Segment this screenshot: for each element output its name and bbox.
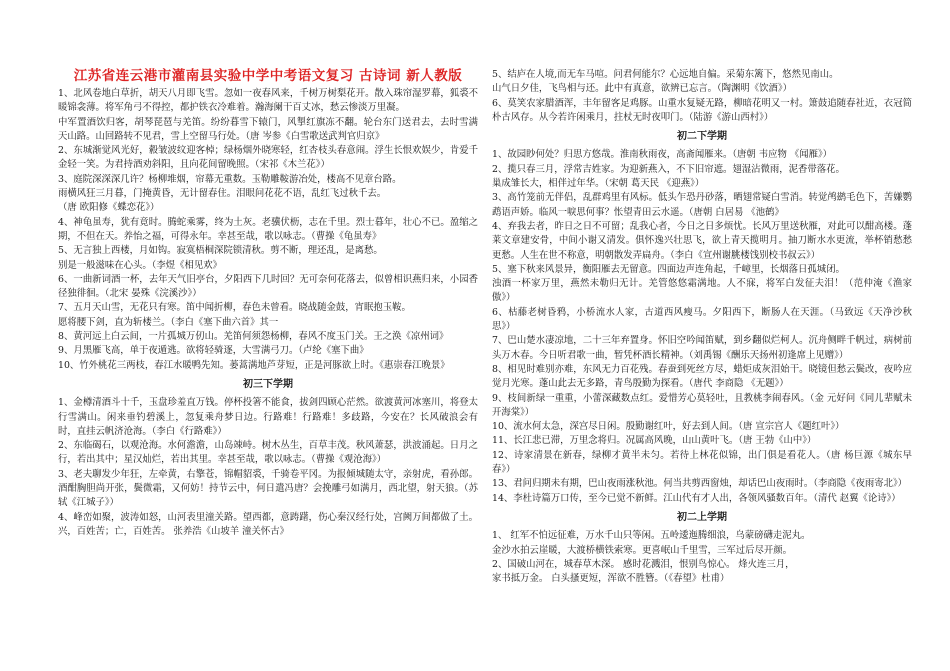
- poem-paragraph: 1、北风卷地白草折，胡天八月即飞雪。忽如一夜春风来，千树万树梨花开。散入珠帘湿罗幕，狐裘不暖锦衾薄。将军角弓不得控，都护铁衣冷难着。瀚海阑干百丈冰，愁云惨淡万里凝。: [58, 88, 478, 114]
- poem-paragraph: 8、黄河远上白云间，一片孤城万仞山。羌笛何须怨杨柳，春风不度玉门关。王之涣《凉州词》: [58, 331, 449, 343]
- left-column: [58, 68, 478, 539]
- poem-paragraph: 1、故园眇何处？归思方悠哉。淮南秋雨夜，高斋闻雁来。（唐朝 韦应物 《闻雁》）: [492, 149, 833, 161]
- poem-paragraph: （唐 欧阳修《蝶恋花》）: [58, 202, 160, 214]
- poem-paragraph: 5、塞下秋来风景异，衡阳雁去无留意。四面边声连角起，千嶂里，长烟落日孤城闭。: [492, 263, 845, 275]
- section-heading: 初二下学期: [677, 131, 727, 143]
- poem-paragraph: 3、庭院深深深几许？杨柳堆烟，帘幕无重数。玉勒雕鞍游冶处，楼高不见章台路。: [58, 173, 402, 185]
- poem-paragraph: 雨横风狂三月暮，门掩黄昏，无计留春住。泪眼问花花不语，乱红飞过秋千去。: [58, 188, 387, 200]
- poem-paragraph: 中军置酒饮归客，胡琴琵琶与羌笛。纷纷暮雪下辕门，风掣红旗冻不翻。轮台东门送君去，去时雪满天山路。山回路转不见君，雪上空留马行处。（唐 岑参《白雪歌送武判官归京》: [58, 116, 478, 142]
- poem-paragraph: 3、老夫聊发少年狂，左牵黄，右擎苍，锦帽貂裘，千骑卷平冈。为报倾城随太守，亲射虎，看孙郎。酒酣胸胆尚开张，鬓微霜，又何妨！持节云中，何日遣冯唐？会挽雕弓如满月，西北望，射天狼。（苏轼《江城子》）: [58, 468, 478, 509]
- poem-paragraph: 11、长江悲已滞，万里念将归。况属高风晚，山山黄叶飞。（唐 王勃《山中》）: [492, 435, 817, 447]
- poem-paragraph: 10、竹外桃花三两枝，春江水暖鸭先知。蒌蒿满地芦芽短，正是河豚欲上时。《惠崇春江晚景》: [58, 359, 450, 371]
- poem-paragraph: 13、君问归期未有期，巴山夜雨涨秋池。何当共剪西窗烛，却话巴山夜雨时。（李商隐《夜雨寄北》）: [492, 478, 908, 490]
- poem-paragraph: 12、诗家清景在新春，绿柳才黄半未匀。若待上林花似锦，出门俱是看花人。（唐 杨巨源《城东早春》）: [492, 449, 912, 476]
- poem-paragraph: 9、枝间新绿一重重，小蕾深藏数点红。爱惜芳心莫轻吐，且教桃李闹春风。（金 元好问《同儿辈赋未开海棠》）: [492, 392, 912, 418]
- poem-paragraph: 9、月黑雁飞高，单于夜遁逃。欲将轻骑逐，大雪满弓刀。（卢纶《塞下曲》: [58, 345, 369, 357]
- poem-paragraph: 2、东临碣石，以观沧海。水何澹澹，山岛竦峙。树木丛生，百草丰茂。秋风萧瑟，洪波涌起。日月之行，若出其中；星汉灿烂，若出其里。幸甚至哉，歌以咏志。（曹操《观沧海》）: [58, 440, 478, 466]
- section-heading: 初三下学期: [243, 378, 293, 390]
- poem-paragraph: 1、金樽清酒斗十千，玉盘珍羞直万钱。停杯投箸不能食，拔剑四顾心茫然。欲渡黄河冰塞川，将登太行雪满山。闲来垂钓碧溪上，忽复乘舟梦日边。行路难！行路难！多歧路，今安在？长风破浪会有时，直挂云帆济沧海。（李白《行路难》）: [58, 397, 478, 437]
- document-title: 江苏省连云港市灌南县实验中学中考语文复习 古诗词 新人教版: [73, 68, 463, 84]
- poem-paragraph: 2、国破山河在，城春草木深。 感时花溅泪，恨别鸟惊心。 烽火连三月，: [492, 558, 795, 570]
- section-heading: 初二上学期: [677, 511, 727, 523]
- poem-paragraph: 愿将腰下剑，直为斩楼兰。（李白《塞下曲六首》其一: [58, 316, 279, 328]
- poem-paragraph: 4、弃我去者，昨日之日不可留；乱我心者，今日之日多烦忧。长风万里送秋雁，对此可以酣高楼。蓬莱文章建安骨，中间小谢又清发。俱怀逸兴壮思飞，欲上青天揽明月。抽刀断水水更流，举杯销愁愁更愁。人生在世不称意，明朝散发弄扁舟。（李白《宣州谢脁楼饯别校书叔云》）: [492, 220, 912, 261]
- poem-paragraph: 6、一曲新词酒一杯，去年天气旧亭台，夕阳西下几时回？无可奈何花落去，似曾相识燕归来，小园香径独徘徊。（北宋 晏殊《浣溪沙》）: [58, 273, 478, 300]
- poem-paragraph: 4、神龟虽寿，犹有竟时。腾蛇乘雾，终为土灰。老骥伏枥，志在千里。烈士暮年，壮心不已。盈缩之期，不但在天。养怡之福，可得永年。幸甚至哉，歌以咏志。（曹操《龟虽寿》: [58, 216, 478, 242]
- poem-paragraph: 别是一般滋味在心头。（李煜《相见欢》: [58, 259, 223, 271]
- poem-paragraph: 2、揽只春三月，浮常吉姓家。为迎新燕入，不下旧帘遮。翅湿沾微雨，泥香带落花。: [492, 163, 845, 175]
- poem-paragraph: 5、结庐在人境,而无车马喧。问君何能尔？心远地自偏。采菊东篱下，悠然见南山。: [492, 69, 839, 80]
- poem-paragraph: 巢成雏长大，相伴过年华。（宋朝 葛天民 《迎燕》）: [492, 178, 705, 190]
- poem-paragraph: 6、枯藤老树昏鸦，小桥流水人家，古道西风瘦马。夕阳西下，断肠人在天涯。（马致远《天净沙秋思》）: [492, 306, 912, 333]
- poem-paragraph: 2、东城渐觉风光好，縠皱波纹迎客棹；绿杨烟外晓寒轻，红杏枝头春意闹。浮生长恨欢娱少，肯爱千金轻一笑。为君持酒劝斜阳，且向花间留晚照。（宋祁《木兰花》）: [58, 145, 478, 171]
- poem-paragraph: 山气日夕佳，飞鸟相与还。此中有真意，欲辨已忘言。（陶渊明《饮酒》）: [492, 83, 792, 95]
- poem-paragraph: 10、流水何太急，深宫尽日闲。殷勤谢红叶，好去到人间。（唐 宣宗宫人《题红叶》）: [492, 421, 845, 433]
- poem-paragraph: 1、 红军不怕远征难，万水千山只等闲。五岭逶迤腾细浪，乌蒙磅礴走泥丸。: [492, 530, 811, 542]
- poem-paragraph: 家书抵万金。 白头搔更短，浑欲不胜簪。（《春望》杜甫）: [492, 573, 730, 585]
- poem-paragraph: 14、李杜诗篇万口传，至今已觉不新鲜。江山代有才人出，各领风骚数百年。（清代 赵翼《论诗》）: [492, 492, 901, 504]
- poem-paragraph: 7、五月天山雪，无花只有寒。笛中闻折柳，春色未曾看。晓战随金鼓，宵眠抱玉鞍。: [58, 302, 411, 314]
- poem-paragraph: 4、峰峦如聚，波涛如怒，山河表里潼关路。望西都，意踌躇，伤心秦汉经行处，宫阙万间都做了土。兴，百姓苦；亡，百姓苦。 张养浩《山坡羊 潼关怀古》: [58, 511, 478, 537]
- poem-paragraph: 金沙水拍云崖暖，大渡桥横铁索寒。更喜岷山千里雪，三军过后尽开颜。: [492, 544, 793, 556]
- poem-paragraph: 8、相见时难别亦难，东风无力百花残。春蚕到死丝方尽，蜡炬成灰泪始干。晓镜但愁云鬓改，夜吟应觉月光寒。蓬山此去无多路，青鸟殷勤为探看。（唐代 李商隐 《无题》）: [492, 363, 912, 390]
- poem-paragraph: 浊酒一杯家万里，燕然未勒归无计。羌管悠悠霜满地。人不寐，将军白发征夫泪！（范仲淹《渔家傲》）: [492, 278, 912, 304]
- poem-paragraph: 6、莫笑农家腊酒浑，丰年留客足鸡豚。山重水复疑无路，柳暗花明又一村。箫鼓追随春社近，衣冠简朴古风存。从今若许闲乘月，拄杖无时夜叩门。（陆游《游山西村》）: [492, 97, 912, 123]
- right-column: [492, 68, 912, 586]
- poem-paragraph: 5、无言独上西楼，月如钩。寂寞梧桐深院锁清秋。剪不断，理还乱，是离愁。: [58, 245, 383, 257]
- poem-paragraph: 7、巴山楚水凄凉地，二十三年弃置身。怀旧空吟闻笛赋，到乡翻似烂柯人。沉舟侧畔千帆过，病树前头万木春。今日听君歌一曲，暂凭杯酒长精神。（刘禹锡《酬乐天扬州初逢席上见赠》）: [492, 335, 912, 361]
- poem-paragraph: 3、高竹笼前无伴侣，乱群鸡里有风标。低头乍恐丹砂落，晒翅常疑白雪消。转觉鸬鹚毛色下，苦嫌鹦鹉语声娇。临风一唳思何事？怅望青田云水遥。（唐朝 白居易 《池鹤》: [492, 192, 912, 218]
